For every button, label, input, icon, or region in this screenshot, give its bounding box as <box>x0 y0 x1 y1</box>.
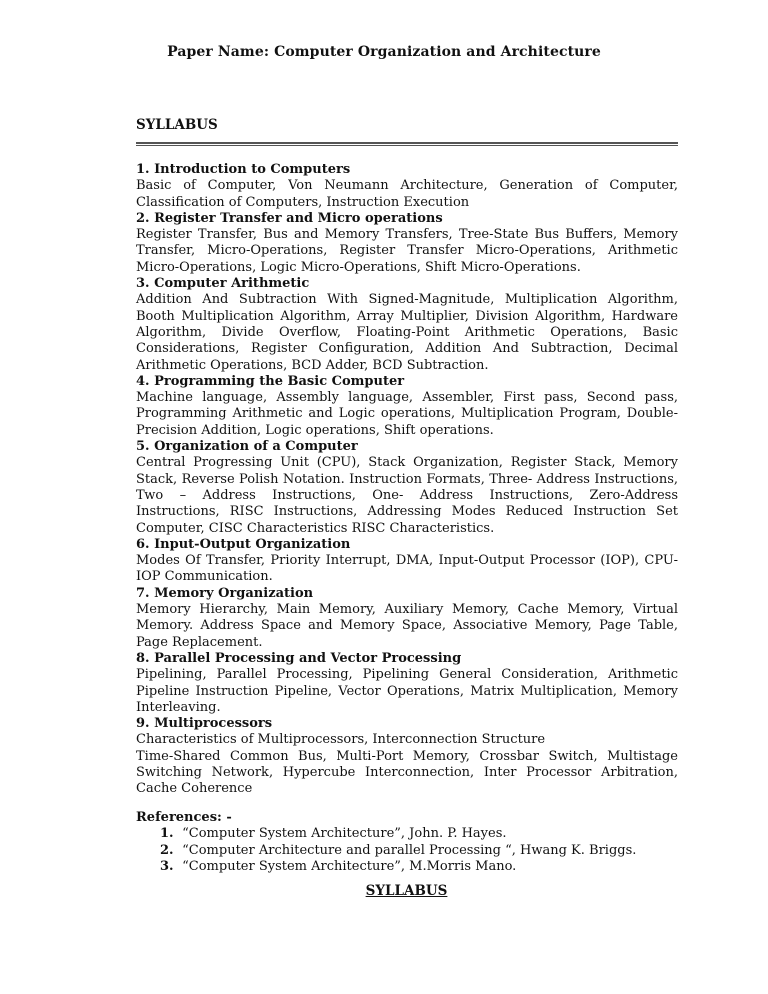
reference-text: “Computer System Architecture”, John. P. Hayes. <box>182 826 507 842</box>
unit-9-body-continued: Time-Shared Common Bus, Multi-Port Memory, Crossbar Switch, Multistage Switching Network, Hypercube Interconnection, Inter Processor Arbitration, Cache Coherence <box>136 748 678 797</box>
unit-2-title: 2. Register Transfer and Micro operations <box>136 210 443 226</box>
unit-6-title: 6. Input-Output Organization <box>136 536 351 552</box>
unit-4-body: Machine language, Assembly language, Assembler, First pass, Second pass, Programming Arithmetic and Logic operations, Multiplication Program, Double-Precision Addition, Logic operations, Shift operations. <box>136 390 678 438</box>
unit-3-title: 3. Computer Arithmetic <box>136 276 310 292</box>
reference-item <box>160 843 678 860</box>
unit-2-body: Register Transfer, Bus and Memory Transfers, Tree-State Bus Buffers, Memory Transfer, Micro-Operations, Register Transfer Micro-Operations, Arithmetic Micro-Operations, Logic Micro-Operations, Shift Micro-Operations. <box>136 227 678 275</box>
reference-number: 1. <box>160 826 174 842</box>
unit-8-title: 8. Parallel Processing and Vector Processing <box>136 650 462 666</box>
syllabus-heading: SYLLABUS <box>136 117 218 133</box>
references-title: References: - <box>136 809 232 825</box>
syllabus-content <box>136 116 678 876</box>
reference-number: 3. <box>160 859 174 875</box>
paper-title: Paper Name: Computer Organization and Architecture <box>167 44 601 60</box>
unit-7-body: Memory Hierarchy, Main Memory, Auxiliary Memory, Cache Memory, Virtual Memory. Address Space and Memory Space, Associative Memory, Page Table, Page Replacement. <box>136 602 678 650</box>
unit-1-body: Basic of Computer, Von Neumann Architecture, Generation of Computer, Classification of Computers, Instruction Execution <box>136 178 678 210</box>
reference-number: 2. <box>160 842 174 858</box>
unit-5-title: 5. Organization of a Computer <box>136 439 358 455</box>
footer-syllabus-heading: SYLLABUS <box>365 883 448 899</box>
unit-7-title: 7. Memory Organization <box>136 585 314 601</box>
references-section <box>136 810 678 876</box>
unit-8-body: Pipelining, Parallel Processing, Pipelining General Consideration, Arithmetic Pipeline Instruction Pipeline, Vector Operations, Matrix Multiplication, Memory Interleaving. <box>136 667 678 715</box>
unit-5-body: Central Progressing Unit (CPU), Stack Organization, Register Stack, Memory Stack, Reverse Polish Notation. Instruction Formats, Three- Address Instructions, Two – Address Instructions, One- Address Instructions, Zero-Address Instructions, RISC Instructions, Addressing Modes Reduced Instruction Set Computer, CISC Characteristics RISC Characteristics. <box>136 455 678 536</box>
reference-text: “Computer System Architecture”, M.Morris Mano. <box>182 859 517 875</box>
unit-1-title: 1. Introduction to Computers <box>136 162 351 177</box>
unit-3-body: Addition And Subtraction With Signed-Magnitude, Multiplication Algorithm, Booth Multiplication Algorithm, Array Multiplier, Division Algorithm, Hardware Algorithm, Divide Overflow, Floating-Point Arithmetic Operations, Basic Considerations, Register Configuration, Addition And Subtraction, Decimal Arithmetic Operations, BCD Adder, BCD Subtraction. <box>136 292 678 373</box>
unit-6-body: Modes Of Transfer, Priority Interrupt, DMA, Input-Output Processor (IOP), CPU-IOP Communication. <box>136 553 678 585</box>
reference-text: “Computer Architecture and parallel Processing “, Hwang K. Briggs. <box>182 842 637 858</box>
heading-divider <box>136 142 678 146</box>
unit-9-title: 9. Multiprocessors <box>136 716 273 732</box>
reference-item <box>160 826 678 843</box>
references-list <box>136 826 678 876</box>
reference-item <box>160 859 678 876</box>
unit-list <box>136 162 678 798</box>
unit-4-title: 4. Programming the Basic Computer <box>136 373 405 389</box>
unit-9-body: Characteristics of Multiprocessors, Interconnection Structure <box>136 732 546 748</box>
